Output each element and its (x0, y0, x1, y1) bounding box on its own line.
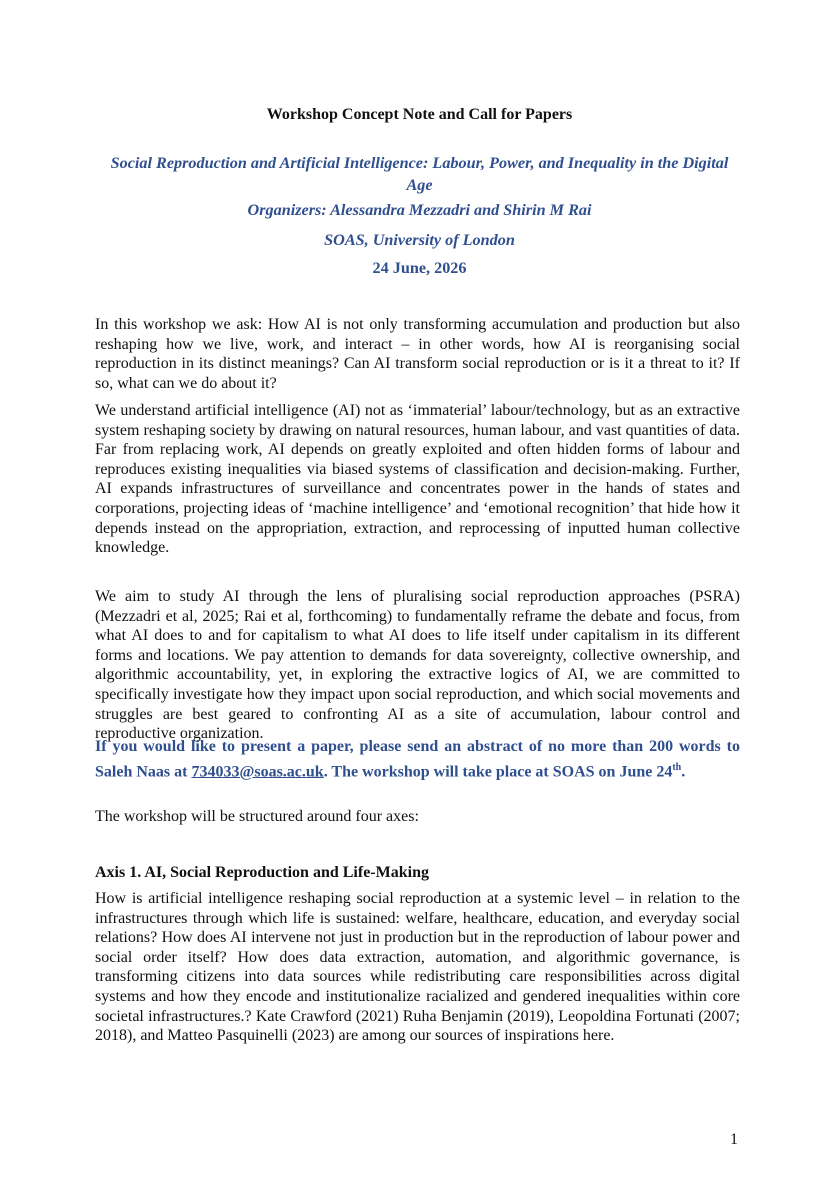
cta-date-suffix: th (672, 762, 682, 773)
paragraph-intro: In this workshop we ask: How AI is not only transforming accumulation and production but also reshaping how we live, work, and interact – in other words, how AI is reorganising social reproduction in its distinct meanings? Can AI transform social reproduction or is it a threat to it? If so, what can we do about it? (95, 316, 740, 392)
axis-1-paragraph: How is artificial intelligence reshaping social reproduction at a systemic level – in relation to the infrastructures through which life is sustained: welfare, healthcare, education, and everyday social relations? How does AI intervene not just in production but in the reproduction of labour power and social order itself? How does data extraction, automation, and algorithmic governance, is transforming citizens into data sources while redistributing care responsibilities across digital systems and how they encode and institutionalize racialized and gendered inequalities within core societal infrastructures.? Kate Crawford (2021) Ruha Benjamin (2019), Leopoldina Fortunati (2007; 2018), and Matteo Pasquinelli (2023) are among our sources of inspirations here. (95, 890, 740, 1045)
institution-line: SOAS, University of London (324, 231, 515, 249)
call-for-papers-notice (95, 736, 740, 782)
contact-email-link[interactable]: 734033@soas.ac.uk (191, 763, 324, 781)
document-title: Workshop Concept Note and Call for Papers (266, 106, 573, 123)
cta-text-before: If you would like to present a paper, please send an abstract of no more than 200 words to Saleh Naas at (95, 738, 740, 781)
cta-text-after: . The workshop will take place at SOAS on June 24 (323, 763, 673, 781)
organizers-line: Organizers: Alessandra Mezzadri and Shirin M Rai (247, 201, 592, 219)
workshop-subtitle: Social Reproduction and Artificial Intelligence: Labour, Power, and Inequality in the Digital Age (110, 154, 729, 194)
cta-text-end: . (681, 763, 686, 781)
axes-intro: The workshop will be structured around four axes: (95, 808, 419, 825)
paragraph-ai-understanding: We understand artificial intelligence (AI) not as ‘immaterial’ labour/technology, but as an extractive system reshaping society by drawing on natural resources, human labour, and vast quantities of data. Far from replacing work, AI depends on greatly exploited and often hidden forms of labour and reproduces existing inequalities via biased systems of classification and decision-making. Further, AI expands infrastructures of surveillance and concentrates power in the hands of states and corporations, projecting ideas of ‘machine intelligence’ and ‘emotional recognition’ that hide how it depends instead on the appropriation, extraction, and reprocessing of inputted human collective knowledge. (95, 402, 740, 557)
page-number: 1 (730, 1131, 738, 1148)
paragraph-aims: We aim to study AI through the lens of pluralising social reproduction approaches (PSRA) (Mezzadri et al, 2025; Rai et al, forthcoming) to fundamentally reframe the debate and focus, from what AI does to and for capitalism to what AI does to life itself under capitalism in its different forms and locations. We pay attention to demands for data sovereignty, collective ownership, and algorithmic accountability, yet, in exploring the extractive logics of AI, we are committed to specifically investigate how they impact upon social reproduction, and which social movements and struggles are best geared to confronting AI as a site of accumulation, labour control and reproductive organization. (95, 588, 740, 743)
workshop-date: 24 June, 2026 (372, 259, 467, 277)
axis-1-heading: Axis 1. AI, Social Reproduction and Life-Making (95, 864, 429, 881)
